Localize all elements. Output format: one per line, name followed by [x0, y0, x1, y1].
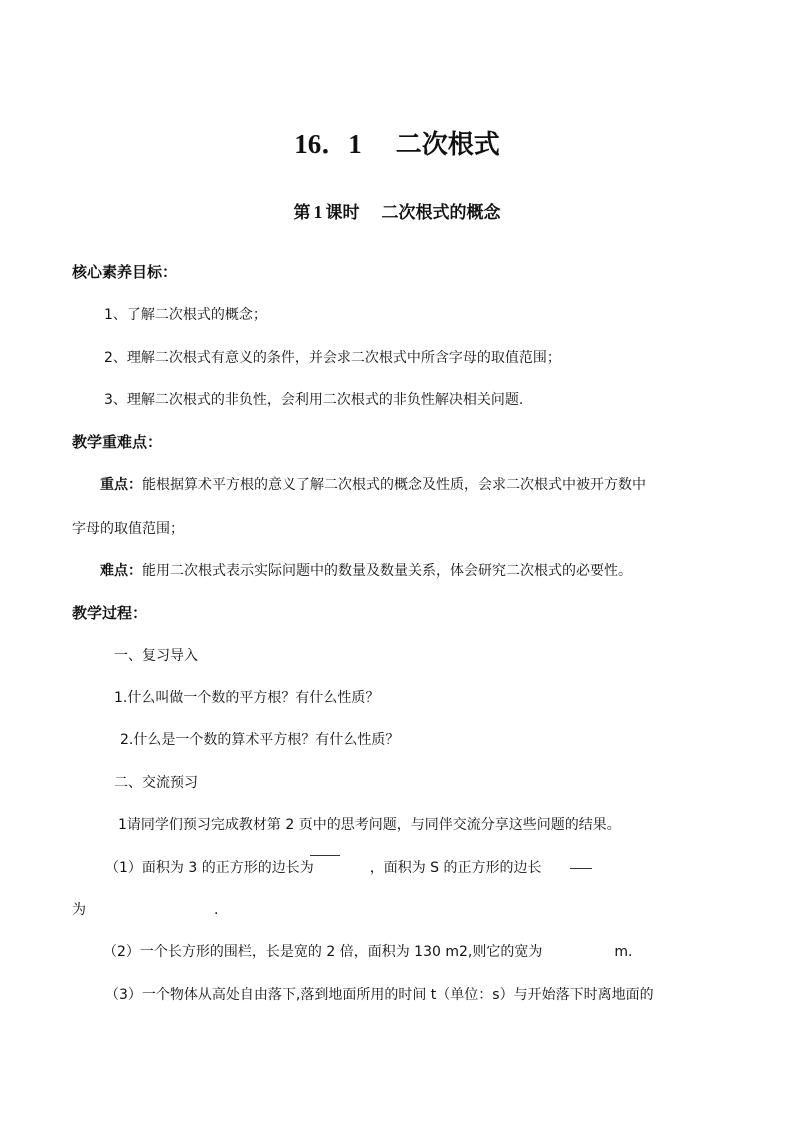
problem-1-part-2: ，面积为 S 的正方形的边长 — [369, 860, 542, 876]
review-question-2: 2.什么是一个数的算术平方根？有什么性质？ — [120, 732, 400, 748]
page-title — [0, 127, 794, 162]
problem-1-line-2-text: 为 — [72, 902, 86, 918]
key-point-line-2: 字母的取值范围； — [72, 521, 184, 537]
goal-item-2: 2、理解二次根式有意义的条件，并会求二次根式中所含字母的取值范围； — [104, 350, 561, 366]
problem-1-line-2 — [72, 901, 218, 919]
difficult-text: 能用二次根式表示实际问题中的数量及数量关系，体会研究二次根式的必要性。 — [142, 563, 632, 579]
key-points-heading: 教学重难点： — [72, 433, 163, 451]
problem-2 — [103, 943, 632, 961]
title-number: 16．1 — [294, 129, 362, 159]
goal-item-3: 3、理解二次根式的非负性，会利用二次根式的非负性解决相关问题. — [104, 392, 524, 408]
preview-intro: 1请同学们预习完成教材第 2 页中的思考问题，与同伴交流分享这些问题的结果。 — [118, 817, 621, 833]
section-preview: 二、交流预习 — [114, 775, 198, 791]
problem-2-unit: m. — [614, 944, 633, 960]
problem-3: （3）一个物体从高处自由落下,落到地面所用的时间 t（单位：s）与开始落下时离地面的 — [105, 987, 654, 1003]
problem-1-end: . — [214, 902, 219, 918]
difficult-label: 难点： — [100, 563, 142, 579]
radical-overline-2 — [570, 868, 592, 869]
problem-1-line-1 — [105, 859, 542, 877]
problem-2-text: （2）一个长方形的围栏，长是宽的 2 倍，面积为 130 m2,则它的宽为 — [103, 944, 543, 960]
goals-heading: 核心素养目标： — [72, 263, 178, 281]
goal-item-1: 1、了解二次根式的概念； — [104, 307, 267, 323]
subtitle-suffix: 课时 — [325, 203, 360, 223]
section-review: 一、复习导入 — [114, 648, 198, 664]
title-text: 二次根式 — [395, 130, 500, 160]
subtitle-prefix: 第 — [293, 203, 311, 223]
process-heading: 教学过程： — [72, 604, 148, 622]
key-label: 重点： — [100, 477, 142, 493]
difficult-point — [100, 562, 632, 580]
lesson-subtitle — [0, 200, 794, 225]
subtitle-number: 1 — [313, 202, 323, 222]
review-question-1: 1.什么叫做一个数的平方根？有什么性质？ — [114, 690, 380, 706]
subtitle-text: 二次根式的概念 — [381, 203, 501, 223]
problem-1-part-1: （1）面积为 3 的正方形的边长为 — [105, 860, 314, 876]
key-point-line-1 — [100, 476, 646, 494]
radical-overline-1 — [310, 855, 340, 856]
key-text-1: 能根据算术平方根的意义了解二次根式的概念及性质，会求二次根式中被开方数中 — [142, 477, 646, 493]
